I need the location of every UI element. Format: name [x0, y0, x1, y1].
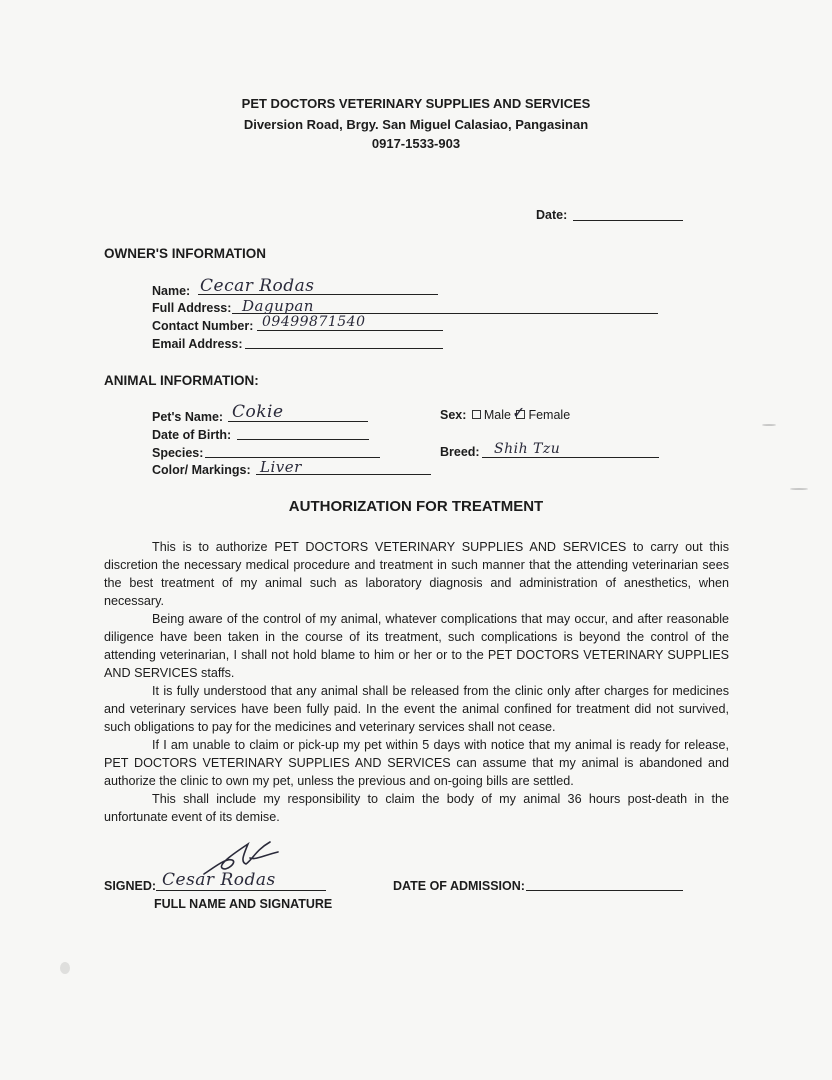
owner-contact-label: Contact Number: [152, 319, 254, 333]
authorization-title: AUTHORIZATION FOR TREATMENT [288, 498, 544, 515]
dob-field[interactable] [237, 439, 369, 440]
owner-contact-field[interactable] [257, 330, 443, 331]
owner-section-title: OWNER'S INFORMATION [104, 246, 266, 261]
female-check-mark-icon: ✓ [512, 403, 526, 422]
sex-label: Sex: [440, 408, 467, 422]
scan-mark [60, 962, 70, 974]
paragraph-demise: This shall include my responsibility to claim the body of my animal 36 hours post-death in the unfortunate event of its demise. [104, 792, 729, 824]
male-option-label: Male [483, 408, 511, 422]
owner-contact-value: 09499871540 [262, 314, 366, 330]
signature-caption: FULL NAME AND SIGNATURE [154, 897, 333, 911]
animal-section-title: ANIMAL INFORMATION: [104, 373, 259, 388]
paragraph-authorize: This is to authorize PET DOCTORS VETERINARY SUPPLIES AND SERVICES to carry out this discretion the necessary medical procedure and treatment in such manner that the attending veterinarian sees the best treatment of my animal such as laboratory diagnosis and administration of anesthetics, when necessary. [104, 540, 729, 608]
pet-name-value: Cokie [232, 402, 284, 422]
owner-address-label: Full Address: [152, 301, 232, 315]
pet-name-label: Pet's Name: [152, 410, 224, 424]
signature-scrawl-icon [196, 838, 286, 888]
date-field[interactable] [573, 220, 683, 221]
species-label: Species: [152, 446, 204, 460]
color-label: Color/ Markings: [152, 463, 251, 477]
date-label: Date: [536, 208, 568, 222]
signed-label: SIGNED: [104, 879, 157, 893]
scan-mark [762, 424, 776, 426]
company-name: PET DOCTORS VETERINARY SUPPLIES AND SERVICES [241, 96, 591, 111]
color-value: Liver [260, 458, 302, 476]
female-option-label: Female [528, 408, 571, 422]
male-checkbox[interactable] [472, 410, 481, 419]
signature-name-value: Cesar Rodas [162, 870, 276, 890]
company-address: Diversion Road, Brgy. San Miguel Calasiao, Pangasinan [243, 117, 589, 132]
company-phone: 0917-1533-903 [371, 136, 461, 151]
owner-name-value: Cecar Rodas [200, 276, 315, 296]
breed-label: Breed: [440, 445, 480, 459]
dob-label: Date of Birth: [152, 428, 232, 442]
scan-mark [790, 488, 808, 490]
breed-value: Shih Tzu [494, 441, 561, 457]
admission-date-label: DATE OF ADMISSION: [393, 879, 525, 893]
sex-field [440, 408, 570, 422]
paragraph-complications: Being aware of the control of my animal, whatever complications that may occur, and after reasonable diligence have been taken in the course of its treatment, such complications is beyond the control of the attending veterinarian, I shall not hold blame to him or her or to the PET DOCTORS VETERINARY SUPPLIES AND SERVICES staffs. [104, 612, 729, 680]
owner-name-label: Name: [152, 284, 191, 298]
authorization-body [104, 538, 729, 826]
admission-date-field[interactable] [526, 890, 683, 891]
owner-email-field[interactable] [245, 348, 443, 349]
signature-field[interactable] [156, 890, 326, 891]
owner-email-label: Email Address: [152, 337, 243, 351]
owner-address-value: Dagupan [242, 297, 314, 315]
paragraph-abandonment: If I am unable to claim or pick-up my pet within 5 days with notice that my animal is ready for release, PET DOCTORS VETERINARY SUPPLIES AND SERVICES can assume that my animal is abandoned and authorize the clinic to own my pet, unless the previous and on-going bills are settled. [104, 738, 729, 788]
paragraph-release: It is fully understood that any animal shall be released from the clinic only after charges for medicines and veterinary services have been fully paid. In the event the animal confined for treatment did not survived, such obligations to pay for the medicines and veterinary services shall not cease. [104, 684, 729, 734]
breed-field[interactable] [482, 457, 659, 458]
